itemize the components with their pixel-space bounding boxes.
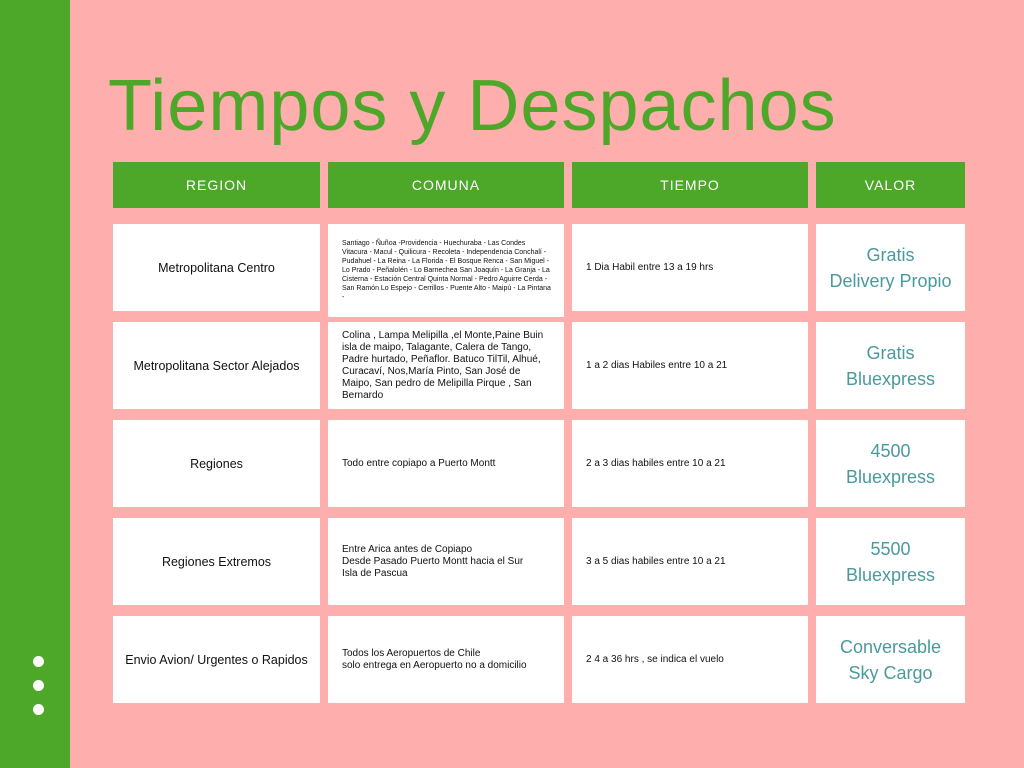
- valor-line2: Bluexpress: [845, 466, 936, 487]
- valor-line2: Sky Cargo: [848, 662, 933, 683]
- valor-line1: 4500: [870, 440, 911, 461]
- table-row-valor: [816, 616, 965, 703]
- header-region: REGION: [113, 162, 320, 208]
- table-row-region: Envio Avion/ Urgentes o Rapidos: [113, 616, 320, 703]
- table-row-valor: [816, 420, 965, 507]
- page-title: Tiempos y Despachos: [108, 66, 837, 146]
- more-dots-icon: [33, 656, 44, 728]
- table-row-region: Regiones Extremos: [113, 518, 320, 605]
- valor-line1: 5500: [870, 538, 911, 559]
- header-tiempo: TIEMPO: [572, 162, 808, 208]
- table-row-valor: [816, 322, 965, 409]
- table-row-comuna: Entre Arica antes de Copiapo Desde Pasado Puerto Montt hacia el Sur Isla de Pascua: [328, 518, 564, 605]
- header-valor: VALOR: [816, 162, 965, 208]
- table-row-tiempo: 1 a 2 dias Habiles entre 10 a 21: [572, 322, 808, 409]
- valor-line1: Conversable: [839, 636, 942, 657]
- valor-line2: Delivery Propio: [829, 270, 952, 291]
- table-row-tiempo: 3 a 5 dias habiles entre 10 a 21: [572, 518, 808, 605]
- valor-line1: Gratis: [866, 244, 915, 265]
- table-row-valor: [816, 224, 965, 311]
- valor-line2: Bluexpress: [845, 368, 936, 389]
- table-row-region: Metropolitana Centro: [113, 224, 320, 311]
- table-row-comuna: Colina , Lampa Melipilla ,el Monte,Paine Buin isla de maipo, Talagante, Calera de Tango, Padre hurtado, Peñaflor. Batuco TilTil, Alhué, Curacaví, Nos,María Pinto, San José de Maipo, San pedro de Melipilla Pirque , San Bernardo: [328, 322, 564, 409]
- valor-line1: Gratis: [866, 342, 915, 363]
- table-row-tiempo: 2 a 3 dias habiles entre 10 a 21: [572, 420, 808, 507]
- table-row-comuna: Santiago - Ñuñoa -Providencia - Huechuraba - Las Condes Vitacura - Macul - Quilicura - Recoleta - Independencia Conchalí - Pudahuel - La Reina - La Florida - El Bosque Renca - San Miguel - Lo Prado - Peñalolén - Lo Barnechea San Joaquín - La Granja - La Cisterna - Estación Central Quinta Normal - Pedro Aguirre Cerda - San Ramón Lo Espejo - Cerrillos - Puente Alto - Maipú - La Pintana -: [328, 224, 564, 317]
- table-row-region: Metropolitana Sector Alejados: [113, 322, 320, 409]
- table-row-region: Regiones: [113, 420, 320, 507]
- table-row-comuna: Todo entre copiapo a Puerto Montt: [328, 420, 564, 507]
- table-row-comuna: Todos los Aeropuertos de Chile solo entrega en Aeropuerto no a domicilio: [328, 616, 564, 703]
- side-bar: [0, 0, 70, 768]
- table-row-valor: [816, 518, 965, 605]
- table-row-tiempo: 1 Dia Habil entre 13 a 19 hrs: [572, 224, 808, 311]
- table-row-tiempo: 2 4 a 36 hrs , se indica el vuelo: [572, 616, 808, 703]
- header-comuna: COMUNA: [328, 162, 564, 208]
- valor-line2: Bluexpress: [845, 564, 936, 585]
